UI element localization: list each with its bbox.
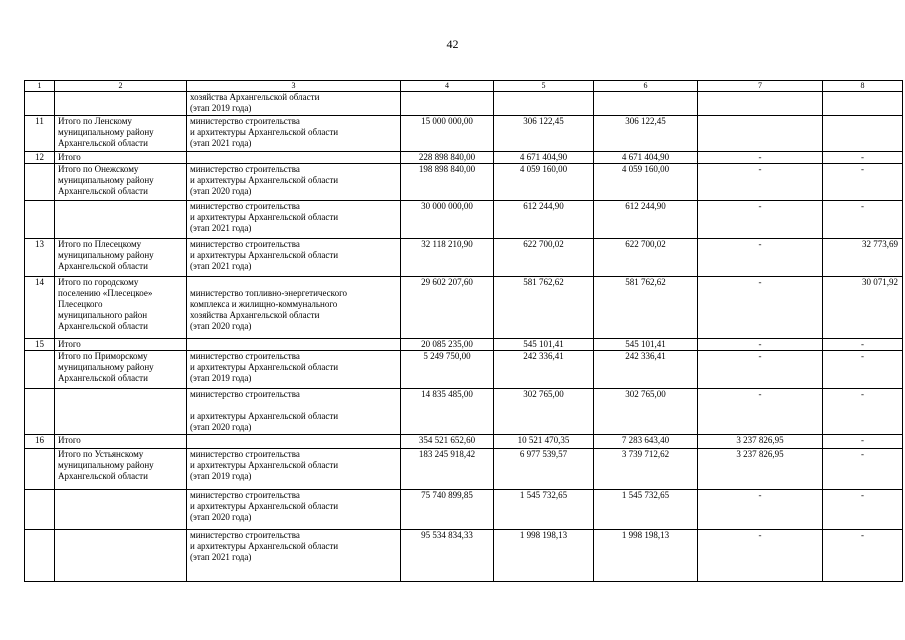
amount-cell: 198 898 840,00: [401, 164, 494, 201]
table-row: [25, 277, 903, 339]
amount-cell: -: [823, 449, 903, 490]
amount-cell: [823, 116, 903, 152]
municipality-name: [55, 490, 187, 530]
amount-cell: -: [823, 351, 903, 389]
amount-cell: -: [823, 201, 903, 239]
row-number: [25, 92, 55, 116]
budget-table: [24, 80, 903, 582]
municipality-name: Итого: [55, 152, 187, 164]
ministry-name: министерство строительства и архитектуры Архангельской области (этап 2020 года): [187, 164, 401, 201]
amount-cell: 32 118 210,90: [401, 239, 494, 277]
amount-cell: 581 762,62: [594, 277, 698, 339]
amount-cell: 3 237 826,95: [698, 449, 823, 490]
amount-cell: -: [823, 530, 903, 582]
amount-cell: -: [823, 339, 903, 351]
amount-cell: 6 977 539,57: [494, 449, 594, 490]
municipality-name: [55, 389, 187, 435]
amount-cell: 30 071,92: [823, 277, 903, 339]
amount-cell: 545 101,41: [494, 339, 594, 351]
amount-cell: 10 521 470,35: [494, 435, 594, 449]
column-number: 6: [594, 81, 698, 92]
amount-cell: 1 545 732,65: [594, 490, 698, 530]
amount-cell: 4 059 160,00: [594, 164, 698, 201]
amount-cell: -: [698, 490, 823, 530]
amount-cell: 1 998 198,13: [594, 530, 698, 582]
amount-cell: 306 122,45: [594, 116, 698, 152]
ministry-name: министерство строительства и архитектуры Архангельской области (этап 2021 года): [187, 116, 401, 152]
amount-cell: 29 602 207,60: [401, 277, 494, 339]
table-row: [25, 435, 903, 449]
amount-cell: 30 000 000,00: [401, 201, 494, 239]
ministry-name: министерство строительства и архитектуры Архангельской области (этап 2020 года): [187, 389, 401, 435]
amount-cell: 612 244,90: [494, 201, 594, 239]
amount-cell: 242 336,41: [494, 351, 594, 389]
amount-cell: 7 283 643,40: [594, 435, 698, 449]
row-number: [25, 530, 55, 582]
table-row: [25, 339, 903, 351]
amount-cell: 183 245 918,42: [401, 449, 494, 490]
amount-cell: 4 671 404,90: [594, 152, 698, 164]
column-number-header-row: [25, 81, 903, 92]
amount-cell: 545 101,41: [594, 339, 698, 351]
row-number: 12: [25, 152, 55, 164]
ministry-name: министерство строительства и архитектуры Архангельской области (этап 2019 года): [187, 449, 401, 490]
amount-cell: -: [698, 389, 823, 435]
amount-cell: -: [698, 152, 823, 164]
amount-cell: 14 835 485,00: [401, 389, 494, 435]
table-row: [25, 164, 903, 201]
amount-cell: 228 898 840,00: [401, 152, 494, 164]
amount-cell: 622 700,02: [494, 239, 594, 277]
ministry-name: министерство строительства и архитектуры Архангельской области (этап 2020 года): [187, 490, 401, 530]
municipality-name: Итого: [55, 435, 187, 449]
amount-cell: 302 765,00: [594, 389, 698, 435]
row-number: 11: [25, 116, 55, 152]
column-number: 7: [698, 81, 823, 92]
amount-cell: [698, 92, 823, 116]
municipality-name: Итого по Плесецкому муниципальному району Архангельской области: [55, 239, 187, 277]
ministry-name: [187, 435, 401, 449]
amount-cell: 75 740 899,85: [401, 490, 494, 530]
amount-cell: -: [823, 389, 903, 435]
municipality-name: Итого: [55, 339, 187, 351]
column-number: 4: [401, 81, 494, 92]
amount-cell: 15 000 000,00: [401, 116, 494, 152]
amount-cell: [594, 92, 698, 116]
amount-cell: -: [698, 351, 823, 389]
amount-cell: 3 237 826,95: [698, 435, 823, 449]
ministry-name: министерство строительства и архитектуры Архангельской области (этап 2021 года): [187, 201, 401, 239]
table-row: [25, 116, 903, 152]
amount-cell: 1 545 732,65: [494, 490, 594, 530]
amount-cell: 5 249 750,00: [401, 351, 494, 389]
municipality-name: [55, 92, 187, 116]
ministry-name: министерство строительства и архитектуры Архангельской области (этап 2019 года): [187, 351, 401, 389]
amount-cell: -: [698, 339, 823, 351]
amount-cell: 4 671 404,90: [494, 152, 594, 164]
amount-cell: -: [823, 435, 903, 449]
amount-cell: -: [698, 239, 823, 277]
ministry-name: министерство строительства и архитектуры Архангельской области (этап 2021 года): [187, 530, 401, 582]
municipality-name: Итого по Онежскому муниципальному району Архангельской области: [55, 164, 187, 201]
ministry-name: хозяйства Архангельской области (этап 2019 года): [187, 92, 401, 116]
amount-cell: 242 336,41: [594, 351, 698, 389]
table-row: [25, 152, 903, 164]
column-number: 8: [823, 81, 903, 92]
ministry-name: министерство строительства и архитектуры Архангельской области (этап 2021 года): [187, 239, 401, 277]
column-number: 1: [25, 81, 55, 92]
amount-cell: -: [698, 201, 823, 239]
row-number: [25, 389, 55, 435]
amount-cell: -: [823, 152, 903, 164]
municipality-name: [55, 530, 187, 582]
amount-cell: 1 998 198,13: [494, 530, 594, 582]
table-row: [25, 389, 903, 435]
column-number: 2: [55, 81, 187, 92]
ministry-name: министерство топливно-энергетического комплекса и жилищно-коммунального хозяйства Архангельской области (этап 2020 года): [187, 277, 401, 339]
row-number: 14: [25, 277, 55, 339]
amount-cell: 32 773,69: [823, 239, 903, 277]
table-row: [25, 351, 903, 389]
row-number: [25, 449, 55, 490]
amount-cell: 95 534 834,33: [401, 530, 494, 582]
amount-cell: 4 059 160,00: [494, 164, 594, 201]
amount-cell: 306 122,45: [494, 116, 594, 152]
row-number: [25, 351, 55, 389]
column-number: 5: [494, 81, 594, 92]
amount-cell: 3 739 712,62: [594, 449, 698, 490]
amount-cell: [823, 92, 903, 116]
row-number: [25, 201, 55, 239]
amount-cell: -: [698, 277, 823, 339]
amount-cell: -: [823, 164, 903, 201]
amount-cell: [494, 92, 594, 116]
amount-cell: 302 765,00: [494, 389, 594, 435]
table-row: [25, 490, 903, 530]
table-row: [25, 239, 903, 277]
amount-cell: -: [698, 530, 823, 582]
ministry-name: [187, 339, 401, 351]
amount-cell: 612 244,90: [594, 201, 698, 239]
ministry-name: [187, 152, 401, 164]
amount-cell: -: [698, 164, 823, 201]
table-row: [25, 449, 903, 490]
municipality-name: Итого по Приморскому муниципальному району Архангельской области: [55, 351, 187, 389]
row-number: 15: [25, 339, 55, 351]
table-row: [25, 530, 903, 582]
amount-cell: [698, 116, 823, 152]
amount-cell: -: [823, 490, 903, 530]
municipality-name: Итого по городскому поселению «Плесецкое» Плесецкого муниципального район Архангельской области: [55, 277, 187, 339]
row-number: [25, 490, 55, 530]
amount-cell: 581 762,62: [494, 277, 594, 339]
table-row: [25, 92, 903, 116]
table-row: [25, 201, 903, 239]
page-number: 42: [446, 37, 459, 51]
municipality-name: Итого по Ленскому муниципальному району Архангельской области: [55, 116, 187, 152]
row-number: 13: [25, 239, 55, 277]
amount-cell: 20 085 235,00: [401, 339, 494, 351]
row-number: 16: [25, 435, 55, 449]
amount-cell: 622 700,02: [594, 239, 698, 277]
municipality-name: Итого по Устьянскому муниципальному району Архангельской области: [55, 449, 187, 490]
column-number: 3: [187, 81, 401, 92]
amount-cell: [401, 92, 494, 116]
amount-cell: 354 521 652,60: [401, 435, 494, 449]
row-number: [25, 164, 55, 201]
municipality-name: [55, 201, 187, 239]
